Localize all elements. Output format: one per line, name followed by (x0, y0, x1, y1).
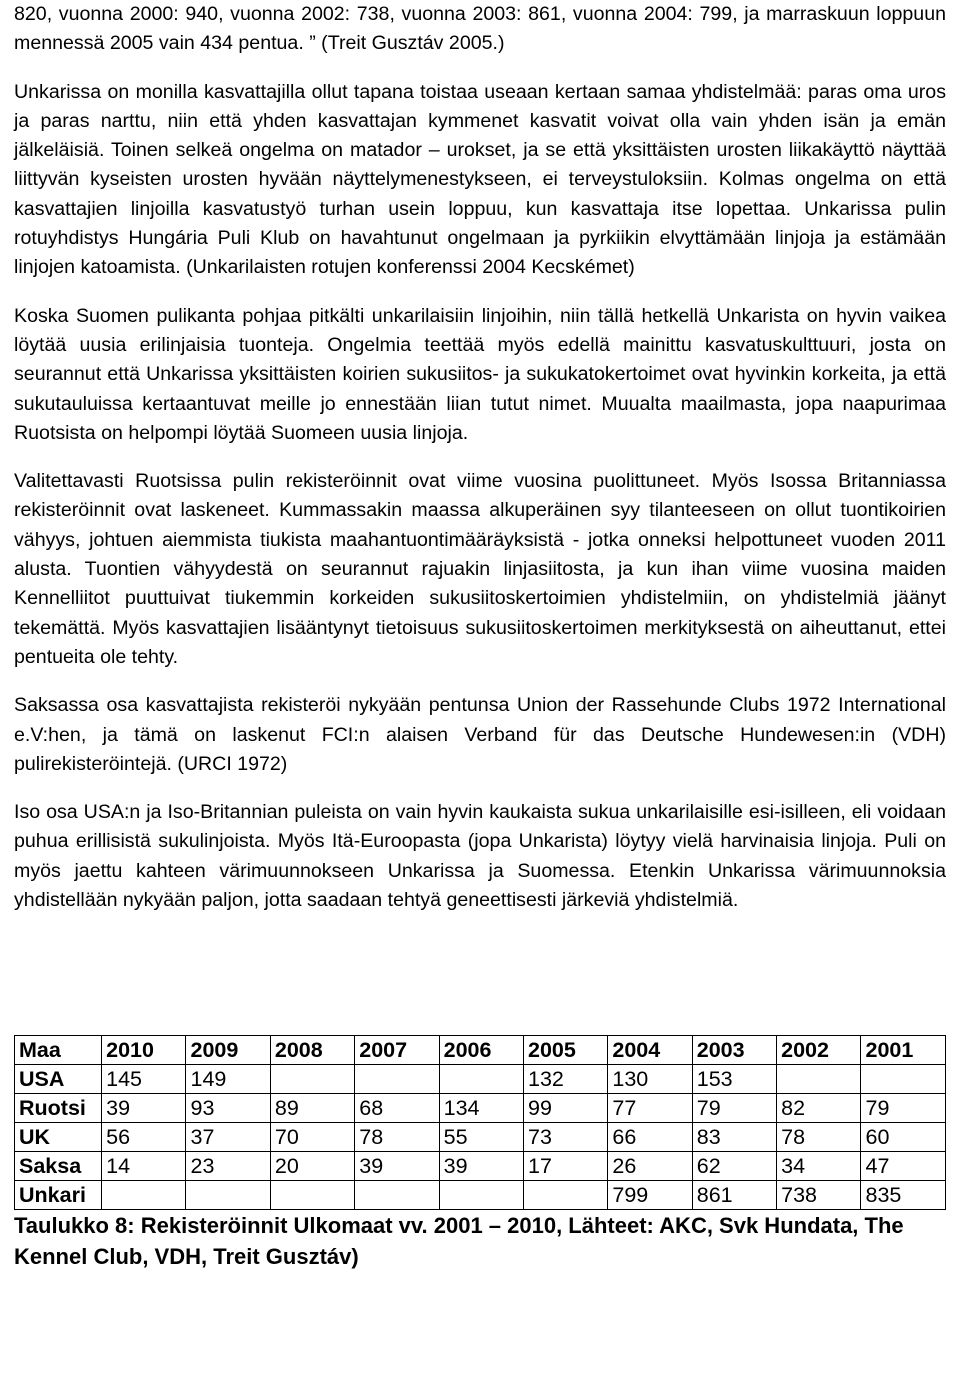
table-cell: 34 (777, 1152, 861, 1181)
registrations-table (14, 1035, 946, 1210)
table-cell: 17 (523, 1152, 607, 1181)
table-cell (777, 1065, 861, 1094)
paragraph-2: Unkarissa on monilla kasvattajilla ollut tapana toistaa useaan kertaan samaa yhdistelmää: paras oma uros ja paras narttu, niin että yhden kasvattajan kymmenet kasvatit voivat olla vain yhden isän ja emän jälkeläisiä. Toinen selkeä ongelma on matador – urokset, ja se että yksittäisten urosten liikakäyttö näyttää liittyvän kyseisten urosten hyvään näyttelymenestykseen, ei terveystuloksiin. Kolmas ongelma on että kasvattajien linjoilla kasvatustyö turhan usein loppuu, kun kasvattaja itse lopettaa. Unkarissa pulin rotuyhdistys Hungária Puli Klub on havahtunut ongelmaan ja pyrkiikin elvyttämään linjoja ja estämään linjojen katoamista. (Unkarilaisten rotujen konferenssi 2004 Kecskémet) (14, 80, 946, 279)
table-cell: 93 (186, 1094, 270, 1123)
paragraph-5: Saksassa osa kasvattajista rekisteröi nykyään pentunsa Union der Rassehunde Clubs 1972 International e.V:hen, ja tämä on laskenut FCI:n alaisen Verband für das Deutsche Hundewesen:in (VDH) pulirekisteröintejä. (URCI 1972) (14, 694, 946, 775)
table-header-cell: 2005 (523, 1036, 607, 1065)
table-cell: 37 (186, 1123, 270, 1152)
table-header-cell: 2003 (692, 1036, 776, 1065)
table-cell: 134 (439, 1094, 523, 1123)
table-header-cell: 2006 (439, 1036, 523, 1065)
table-cell: 78 (355, 1123, 439, 1152)
table-row-country: USA (15, 1065, 102, 1094)
table-cell: 130 (608, 1065, 692, 1094)
table-row (15, 1065, 946, 1094)
table-row-country: UK (15, 1123, 102, 1152)
table-cell: 132 (523, 1065, 607, 1094)
table-cell (523, 1181, 607, 1210)
paragraph-gap (14, 448, 946, 467)
table-caption: Taulukko 8: Rekisteröinnit Ulkomaat vv. 2001 – 2010, Lähteet: AKC, Svk Hundata, The Kennel Club, VDH, Treit Gusztáv) (14, 1213, 904, 1270)
table-cell: 23 (186, 1152, 270, 1181)
paragraph-6: Iso osa USA:n ja Iso-Britannian puleista on vain hyvin kaukaista sukua unkarilaisille esi-isilleen, eli voidaan puhua erillisistä sukulinjoista. Myös Itä-Euroopasta (jopa Unkarista) löytyy vielä harvinaisia linjoja. Puli on myös jaettu kahteen värimuunnokseen Unkarissa ja Suomessa. Etenkin Unkarissa värimuunnoksia yhdistellään nykyään paljon, jotta saadaan tehtyä geneettisesti järkeviä yhdistelmiä. (14, 801, 946, 912)
table-cell: 79 (861, 1094, 946, 1123)
table-row (15, 1123, 946, 1152)
table-row-country: Ruotsi (15, 1094, 102, 1123)
table-cell: 56 (102, 1123, 186, 1152)
table-header-cell: 2004 (608, 1036, 692, 1065)
table-row (15, 1152, 946, 1181)
table-cell: 20 (270, 1152, 354, 1181)
table-row (15, 1181, 946, 1210)
table-cell: 68 (355, 1094, 439, 1123)
table-cell: 14 (102, 1152, 186, 1181)
table-cell: 70 (270, 1123, 354, 1152)
table-cell: 62 (692, 1152, 776, 1181)
table-cell (186, 1181, 270, 1210)
table-cell (270, 1065, 354, 1094)
paragraph-gap (14, 283, 946, 302)
paragraph-4: Valitettavasti Ruotsissa pulin rekisteröinnit ovat viime vuosina puolittuneet. Myös Isossa Britanniassa rekisteröinnit ovat laskeneet. Kummassakin maassa alkuperäinen syy tilanteeseen on ollut tuontikoirien vähyys, johtuen aiemmista tiukista maahantuontimääräyksistä - jotka onneksi helpottuneet vuoden 2011 alusta. Tuontien vähyydestä on seurannut rajuakin linjasiitosta, ja kun ihan viime vuosina maiden Kennelliitot puuttuivat tiukemmin korkeiden sukusiitoskertoimien yhdistelmiin, on yhdistelmiä jäänyt tekemättä. Myös kasvattajien lisääntynyt tietoisuus sukusiitoskertoimen merkityksestä on aiheuttanut, ettei pentueita ole tehty. (14, 470, 946, 668)
table-cell: 66 (608, 1123, 692, 1152)
table-header-cell: 2001 (861, 1036, 946, 1065)
table-header-cell: 2008 (270, 1036, 354, 1065)
table-cell: 39 (439, 1152, 523, 1181)
table-cell: 60 (861, 1123, 946, 1152)
table-header-cell: 2002 (777, 1036, 861, 1065)
table-cell: 861 (692, 1181, 776, 1210)
table-cell (355, 1181, 439, 1210)
document-page (14, 0, 946, 1272)
table-cell (861, 1065, 946, 1094)
table-cell: 83 (692, 1123, 776, 1152)
table-row-country: Unkari (15, 1181, 102, 1210)
table-cell: 145 (102, 1065, 186, 1094)
table-cell: 149 (186, 1065, 270, 1094)
table-row (15, 1094, 946, 1123)
table-cell: 79 (692, 1094, 776, 1123)
paragraph-gap (14, 59, 946, 78)
table-cell (439, 1065, 523, 1094)
table-cell: 78 (777, 1123, 861, 1152)
table-header-row (15, 1036, 946, 1065)
table-cell: 99 (523, 1094, 607, 1123)
paragraph-gap (14, 779, 946, 798)
table-cell: 55 (439, 1123, 523, 1152)
table-cell: 73 (523, 1123, 607, 1152)
paragraph-3: Koska Suomen pulikanta pohjaa pitkälti unkarilaisiin linjoihin, niin tällä hetkellä Unkarista on hyvin vaikea löytää uusia erilinjaisia tuonteja. Ongelmia teettää myös edellä mainittu kasvatuskulttuuri, josta on seurannut että Unkarissa yksittäisten koirien sukusiitos- ja sukukatokertoimet ovat hyvinkin korkeita, ja että sukutauluissa kertaantuvat meille jo ennestään liian tutut nimet. Muualta maailmasta, jopa naapurimaa Ruotsista on helpompi löytää Suomeen uusia linjoja. (14, 304, 946, 444)
table-cell: 39 (355, 1152, 439, 1181)
table-header-cell: Maa (15, 1036, 102, 1065)
paragraph-1: 820, vuonna 2000: 940, vuonna 2002: 738, vuonna 2003: 861, vuonna 2004: 799, ja marraskuun loppuun mennessä 2005 vain 434 pentua. ” (Treit Gusztáv 2005.) (14, 3, 946, 55)
table-cell (102, 1181, 186, 1210)
table-cell (439, 1181, 523, 1210)
table-cell: 835 (861, 1181, 946, 1210)
table-cell (270, 1181, 354, 1210)
table-header-cell: 2009 (186, 1036, 270, 1065)
table-cell: 89 (270, 1094, 354, 1123)
table-cell: 153 (692, 1065, 776, 1094)
table-header-cell: 2010 (102, 1036, 186, 1065)
table-cell: 738 (777, 1181, 861, 1210)
table-cell: 26 (608, 1152, 692, 1181)
table-cell: 47 (861, 1152, 946, 1181)
section-gap (14, 915, 946, 1035)
table-cell: 82 (777, 1094, 861, 1123)
table-cell: 799 (608, 1181, 692, 1210)
table-row-country: Saksa (15, 1152, 102, 1181)
table-cell (355, 1065, 439, 1094)
table-cell: 77 (608, 1094, 692, 1123)
table-cell: 39 (102, 1094, 186, 1123)
table-header-cell: 2007 (355, 1036, 439, 1065)
paragraph-gap (14, 672, 946, 691)
